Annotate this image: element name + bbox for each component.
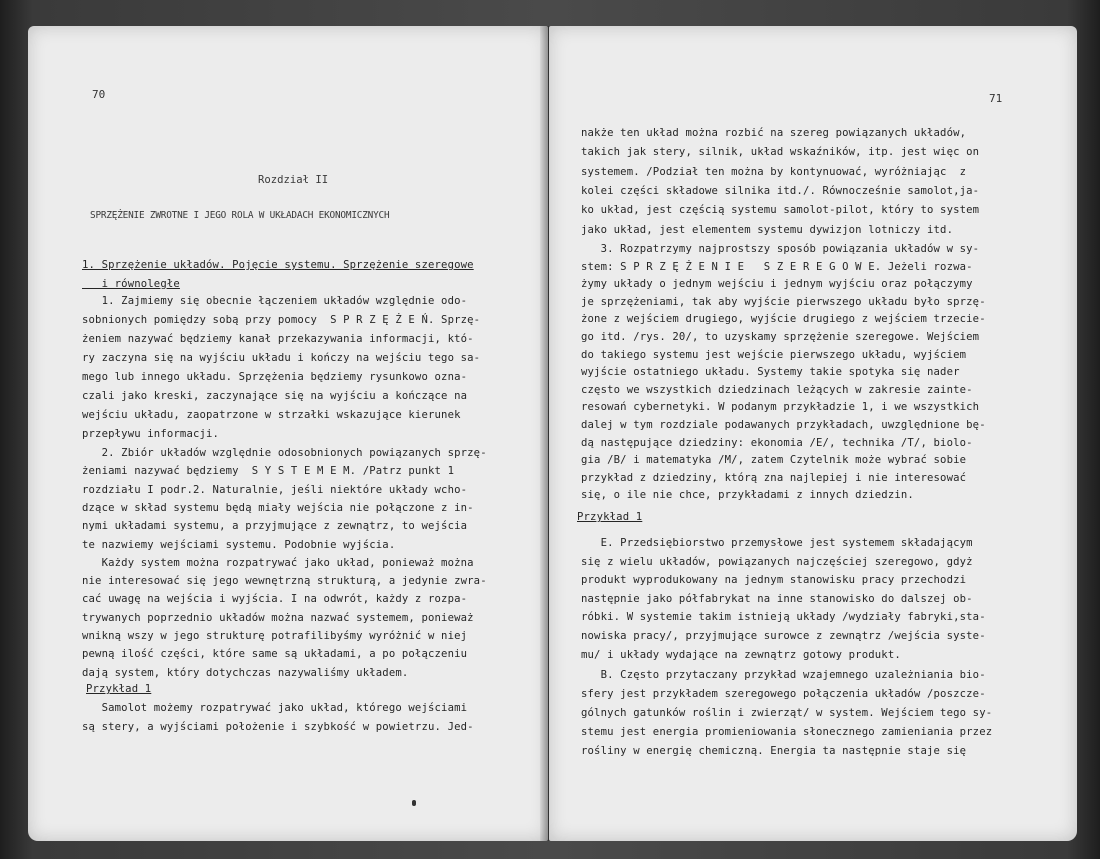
paragraph-e-line-5: róbki. W systemie takim istnieją układy /wydziały fabryki,sta- bbox=[581, 611, 986, 624]
paragraph-1-line-1: 1. Zajmiemy się obecnie łączeniem układów względnie odo- bbox=[82, 295, 468, 307]
paragraph-3-line-1: 3. Rozpatrzymy najprostszy sposób powiązania układów w sy- bbox=[581, 243, 980, 255]
section-heading-line-2: i równoległe bbox=[82, 278, 180, 290]
paragraph-2-line-11: wnikną wszy w jego strukturę potrafilibyśmy wyróżnić w niej bbox=[82, 630, 468, 642]
paragraph-continued-line-2: takich jak stery, silnik, układ wskaźników, itp. jest więc on bbox=[581, 146, 980, 159]
paragraph-continued-line-3: systemem. /Podział ten można by kontynuować, wyróżniając z bbox=[581, 165, 967, 178]
paragraph-1-line-8: przepływu informacji. bbox=[82, 428, 220, 440]
paragraph-continued-line-5: ko układ, jest częścią systemu samolot-pilot, który to system bbox=[581, 204, 980, 217]
paragraph-continued-line-6: jako układ, jest elementem systemu dywizjon lotniczy itd. bbox=[581, 223, 954, 236]
paragraph-e-line-6: nowiska pracy/, przyjmujące surowce z zewnątrz /wejścia syste- bbox=[581, 630, 986, 642]
paragraph-3-line-7: do takiego systemu jest wejście pierwszego układu, wyjściem bbox=[581, 348, 967, 361]
paragraph-3-line-13: gia /B/ i matematyka /M/, zatem Czytelnik może wybrać sobie bbox=[581, 454, 967, 467]
page-number-right: 71 bbox=[989, 92, 1003, 105]
right-page bbox=[549, 26, 1077, 841]
paragraph-2-line-12: pewną ilość części, które same są układami, a po połączeniu bbox=[82, 648, 468, 661]
paragraph-3-line-12: dą następujące dziedziny: ekonomia /E/, technika /T/, biolo- bbox=[581, 436, 973, 449]
paragraph-2-line-9: cać uwagę na wejścia i wyjścia. I na odwrót, każdy z rozpa- bbox=[82, 593, 468, 606]
paragraph-2-line-3: rozdziału I podr.2. Naturalnie, jeśli niektóre układy wcho- bbox=[82, 483, 468, 496]
paragraph-3-line-3: żymy układy o jednym wejściu i jednym wyjściu oraz połączymy bbox=[581, 278, 973, 291]
paragraph-b-line-3: gólnych gatunków roślin i zwierząt/ w system. Wejściem tego sy- bbox=[581, 707, 993, 719]
paragraph-2-line-6: te nazwiemy wejściami systemu. Podobnie wyjścia. bbox=[82, 538, 396, 551]
paragraph-3-line-4: je sprzężeniami, tak aby wyjście pierwszego układu było sprzę- bbox=[581, 295, 986, 308]
paragraph-1-line-5: mego lub innego układu. Sprzężenia będziemy rysunkowo ozna- bbox=[82, 371, 468, 383]
paragraph-2-line-4: dzące w skład systemu będą miały wejścia nie połączone z in- bbox=[82, 501, 474, 514]
paragraph-3-line-6: go itd. /rys. 20/, to uzyskamy sprzężenie szeregowe. Wejściem bbox=[581, 331, 980, 343]
paragraph-2-line-2: żeniami nazywać będziemy S Y S T E M E M. /Patrz punkt 1 bbox=[82, 465, 455, 478]
example-text-left-line-2: są stery, a wyjściami położenie i szybkość w powietrzu. Jed- bbox=[82, 721, 474, 733]
paragraph-2-line-7: Każdy system można rozpatrywać jako układ, ponieważ można bbox=[82, 556, 474, 569]
paragraph-b-line-2: sfery jest przykładem szeregowego połączenia układów /poszcze- bbox=[581, 688, 986, 700]
paragraph-e-line-1: E. Przedsiębiorstwo przemysłowe jest systemem składającym bbox=[581, 537, 973, 549]
paragraph-2-line-10: trywanych poprzednio układów można nazwać systemem, ponieważ bbox=[82, 611, 474, 624]
paragraph-1-line-4: ry zaczyna się na wyjściu układu i kończy na wejściu tego sa- bbox=[82, 352, 481, 364]
paragraph-b-line-5: rośliny w energię chemiczną. Energia ta następnie staje się bbox=[581, 745, 967, 757]
paragraph-1-line-7: wejściu układu, zaopatrzone w strzałki wskazujące kierunek bbox=[82, 409, 461, 421]
paragraph-2-line-5: nymi układami systemu, a przyjmujące z zewnątrz, to wejścia bbox=[82, 520, 468, 533]
paragraph-1-line-2: sobnionych pomiędzy sobą przy pomocy S P R Z Ę Ż E Ń. Sprzę- bbox=[82, 314, 481, 326]
paragraph-e-line-2: się z wielu układów, powiązanych najczęściej szeregowo, gdyż bbox=[581, 555, 973, 568]
paragraph-3-line-8: wyjście ostatniego układu. Systemy takie spotyka się nader bbox=[581, 366, 960, 379]
paragraph-e-line-7: mu/ i układy wydające na zewnątrz gotowy produkt. bbox=[581, 648, 901, 661]
paragraph-3-line-5: żone z wejściem drugiego, wyjście drugiego z wejściem trzecie- bbox=[581, 313, 986, 326]
page-number-left: 70 bbox=[92, 88, 106, 101]
left-page bbox=[28, 26, 548, 841]
example-label-right: Przykład 1 bbox=[577, 511, 643, 523]
example-text-left-line-1: Samolot możemy rozpatrywać jako układ, którego wejściami bbox=[82, 702, 468, 714]
section-heading-line-1: 1. Sprzężenie układów. Pojęcie systemu. Sprzężenie szeregowe bbox=[82, 259, 474, 271]
paragraph-b-line-4: stemu jest energia promieniowania słonecznego zamieniania przez bbox=[581, 726, 993, 738]
paragraph-2-line-1: 2. Zbiór układów względnie odosobnionych powiązanych sprzę- bbox=[82, 447, 487, 459]
paragraph-continued-line-1: nakże ten układ można rozbić na szereg powiązanych układów, bbox=[581, 127, 967, 139]
paragraph-3-line-2: stem: S P R Z Ę Ż E N I E S Z E R E G O W E. Jeżeli rozwa- bbox=[581, 260, 973, 273]
paragraph-1-line-6: czali jako kreski, zaczynające się na wyjściu a kończące na bbox=[82, 390, 468, 402]
ink-mark bbox=[412, 800, 416, 806]
chapter-heading: Rozdział II bbox=[258, 174, 329, 186]
example-label-left: Przykład 1 bbox=[86, 683, 152, 695]
paragraph-3-line-11: dalej w tym rozdziale podawanych przykładach, uwzględnione bę- bbox=[581, 419, 986, 431]
paragraph-3-line-14: przykład z dziedziny, którą zna najlepiej i nie interesować bbox=[581, 471, 967, 484]
paragraph-continued-line-4: kolei części składowe silnika itd./. Równocześnie samolot,ja- bbox=[581, 184, 980, 197]
paragraph-1-line-3: żeniem nazywać będziemy kanał przekazywania informacji, któ- bbox=[82, 333, 474, 345]
paragraph-2-line-13: dają system, który dotychczas nazywaliśmy układem. bbox=[82, 666, 409, 679]
paragraph-2-line-8: nie interesować się jego wewnętrzną strukturą, a jedynie zwra- bbox=[82, 575, 487, 588]
paragraph-3-line-10: resowań cybernetyki. W podanym przykładzie 1, i we wszystkich bbox=[581, 401, 980, 414]
paragraph-3-line-15: się, o ile nie chce, przykładami z innych dziedzin. bbox=[581, 489, 914, 502]
paragraph-e-line-4: następnie jako półfabrykat na inne stanowisko do dalszej ob- bbox=[581, 592, 973, 605]
paragraph-b-line-1: B. Często przytaczany przykład wzajemnego uzależniania bio- bbox=[581, 669, 986, 681]
chapter-title: SPRZĘŻENIE ZWROTNE I JEGO ROLA W UKŁADACH EKONOMICZNYCH bbox=[90, 210, 390, 221]
paragraph-3-line-9: często we wszystkich dziedzinach leżących w zakresie zainte- bbox=[581, 383, 973, 396]
paragraph-e-line-3: produkt wyprodukowany na jednym stanowisku pracy przechodzi bbox=[581, 574, 967, 587]
